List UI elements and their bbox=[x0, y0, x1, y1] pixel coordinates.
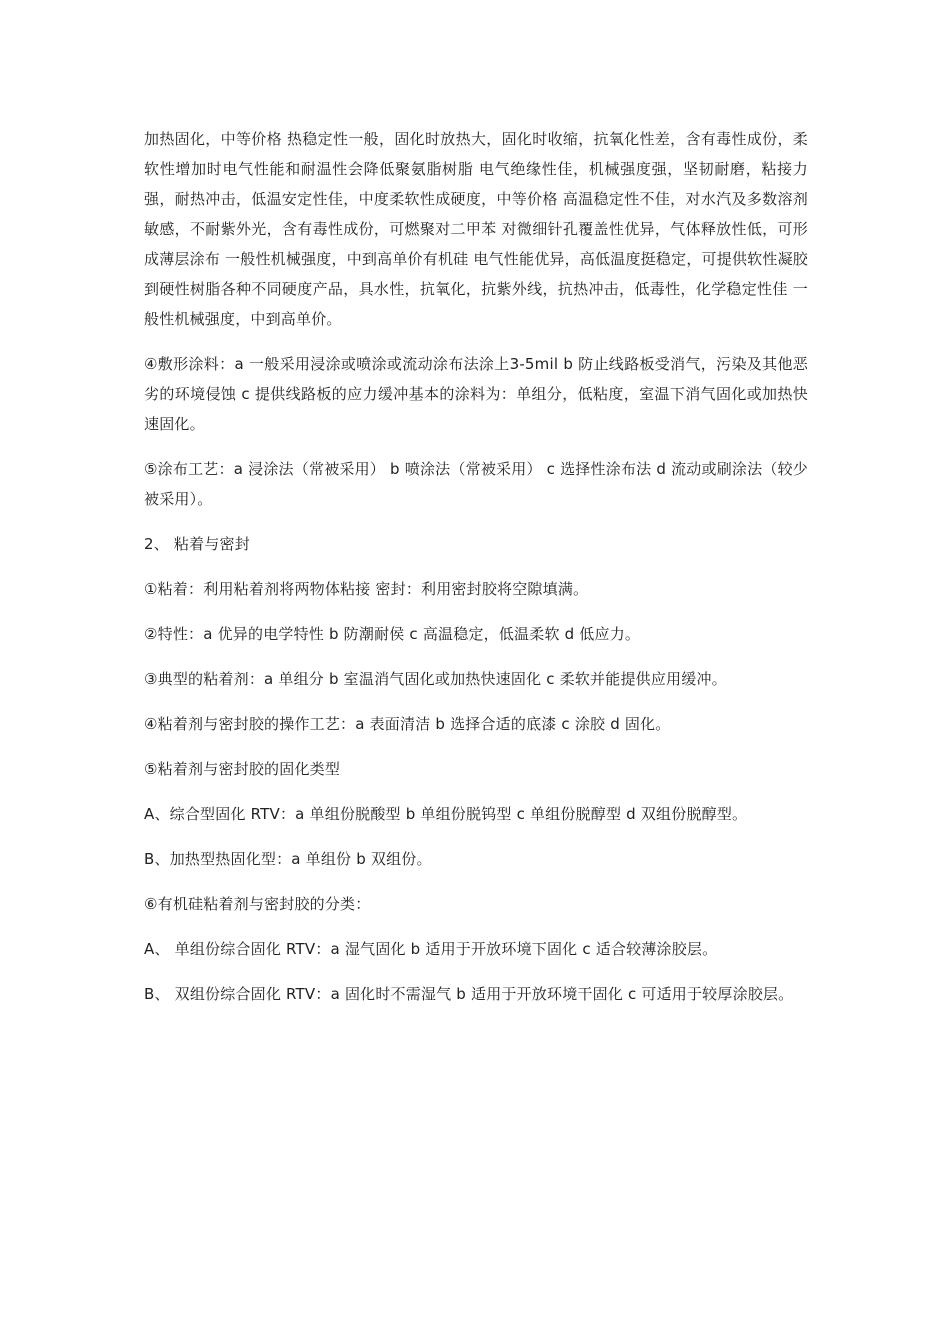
paragraph-silicone-classification: ⑥有机硅粘着剂与密封胶的分类： bbox=[144, 895, 371, 913]
paragraph-typical-adhesive: ③典型的粘着剂：a 单组分 b 室温消气固化或加热快速固化 c 柔软并能提供应用缓冲。 bbox=[144, 670, 727, 688]
section-heading-adhesion-sealing: 2、 粘着与密封 bbox=[144, 535, 250, 553]
paragraph-two-component-rtv: B、 双组份综合固化 RTV：a 固化时不需湿气 b 适用于开放环境干固化 c 可适用于较厚涂胶层。 bbox=[144, 985, 794, 1003]
document-body bbox=[144, 124, 808, 1024]
paragraph-adhesion-definition: ①粘着：利用粘着剂将两物体粘接 密封：利用密封胶将空隙填满。 bbox=[144, 580, 589, 598]
paragraph-rtv-composite: A、综合型固化 RTV：a 单组份脱酸型 b 单组份脱钨型 c 单组份脱醇型 d 双组份脱醇型。 bbox=[144, 805, 748, 823]
paragraph-single-component-rtv: A、 单组份综合固化 RTV：a 湿气固化 b 适用于开放环境下固化 c 适合较薄涂胶层。 bbox=[144, 940, 718, 958]
paragraph-resin-comparison: 加热固化，中等价格 热稳定性一般，固化时放热大，固化时收缩，抗氧化性差，含有毒性成份，柔软性增加时电气性能和耐温性会降低聚氨脂树脂 电气绝缘性佳，机械强度强，坚韧耐磨，粘接力强，耐热冲击，低温安定性佳，中度柔软性成硬度，中等价格 高温稳定性不佳，对水汽及多数溶剂敏感，不耐紫外光，含有毒性成份，可燃聚对二甲苯 对微细针孔覆盖性优异，气体释放性低，可形成薄层涂布 一般性机械强度，中到高单价有机硅 电气性能优异，高低温度挺稳定，可提供软性凝胶到硬性树脂各种不同硬度产品，具水性，抗氧化，抗紫外线，抗热冲击，低毒性，化学稳定性佳 一般性机械强度，中到高单价。 bbox=[144, 130, 808, 328]
paragraph-curing-types: ⑤粘着剂与密封胶的固化类型 bbox=[144, 760, 341, 778]
paragraph-operation-process: ④粘着剂与密封胶的操作工艺：a 表面清洁 b 选择合适的底漆 c 涂胶 d 固化。 bbox=[144, 715, 671, 733]
paragraph-properties: ②特性：a 优异的电学特性 b 防潮耐侯 c 高温稳定，低温柔软 d 低应力。 bbox=[144, 625, 641, 643]
paragraph-heat-cure: B、加热型热固化型：a 单组份 b 双组份。 bbox=[144, 850, 432, 868]
paragraph-coating-process: ⑤涂布工艺：a 浸涂法（常被采用） b 喷涂法（常被采用） c 选择性涂布法 d 流动或刷涂法（较少被采用）。 bbox=[144, 460, 808, 508]
paragraph-conformal-coating: ④敷形涂料：a 一般采用浸涂或喷涂或流动涂布法涂上3-5mil b 防止线路板受消气，污染及其他恶劣的环境侵蚀 c 提供线路板的应力缓冲基本的涂料为：单组分，低粘度，室温下消气固化或加热快速固化。 bbox=[144, 355, 808, 433]
